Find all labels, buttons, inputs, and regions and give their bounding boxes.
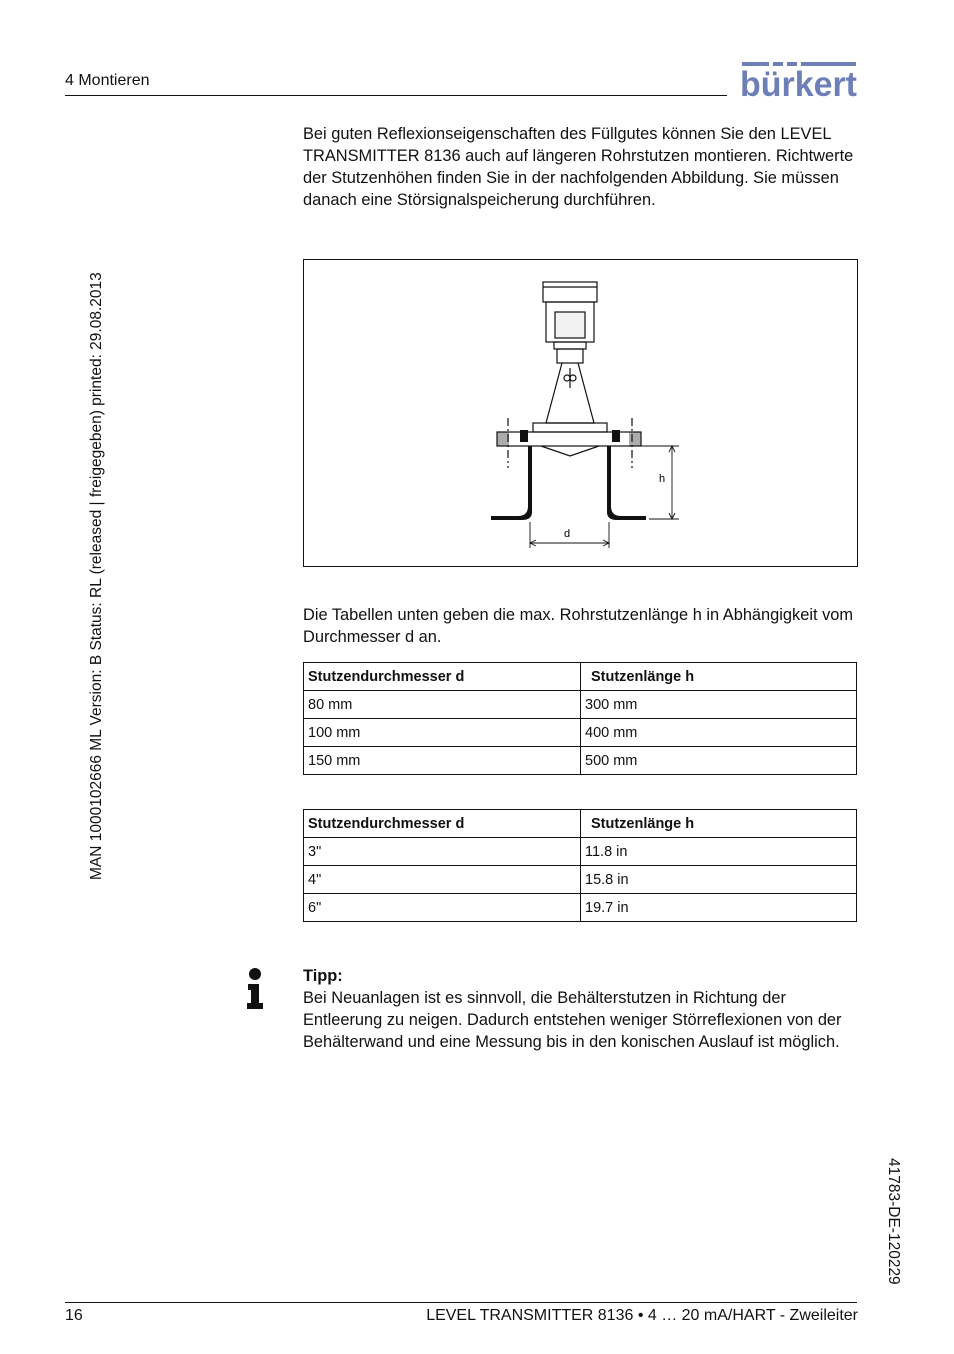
- footer-title: LEVEL TRANSMITTER 8136 • 4 … 20 mA/HART - Zweileiter: [426, 1307, 858, 1324]
- table-cell: 11.8 in: [581, 838, 857, 866]
- table-row: [304, 747, 857, 775]
- table-cell: 80 mm: [304, 691, 581, 719]
- info-icon: [245, 968, 265, 1010]
- table-row: [304, 691, 857, 719]
- table-cell: 150 mm: [304, 747, 581, 775]
- column-header: Stutzenlänge h: [581, 663, 857, 691]
- table-cell: 300 mm: [581, 691, 857, 719]
- table-cell: 400 mm: [581, 719, 857, 747]
- table-cell: 19.7 in: [581, 894, 857, 922]
- diameter-label: d: [564, 528, 571, 540]
- table-row: [304, 838, 857, 866]
- table-cell: 15.8 in: [581, 866, 857, 894]
- height-label: h: [659, 473, 666, 485]
- burkert-logo: [740, 61, 858, 101]
- column-header: Stutzendurchmesser d: [304, 810, 581, 838]
- footer-divider: [65, 1302, 857, 1303]
- column-header: Stutzendurchmesser d: [304, 663, 581, 691]
- tip-title: Tipp:: [303, 967, 343, 985]
- tables-intro-paragraph: Die Tabellen unten geben die max. Rohrstutzenlänge h in Abhängigkeit vom Durchmesser d an.: [303, 606, 854, 646]
- document-status-line: MAN 1000102666 ML Version: B Status: RL (released | freigegeben) printed: 29.08.2013: [88, 272, 105, 880]
- document-number: 41783-DE-120229: [885, 1158, 902, 1285]
- metric-dimension-table: [303, 662, 857, 775]
- imperial-dimension-table: [303, 809, 857, 922]
- table-row: [304, 894, 857, 922]
- header-divider: [65, 95, 727, 96]
- logo-text: bürkert: [740, 65, 858, 101]
- table-header-row: [304, 810, 857, 838]
- table-cell: 4": [304, 866, 581, 894]
- column-header: Stutzenlänge h: [581, 810, 857, 838]
- mounting-figure: [303, 259, 858, 567]
- table-cell: 500 mm: [581, 747, 857, 775]
- tip-text: Bei Neuanlagen ist es sinnvoll, die Behälterstutzen in Richtung der Entleerung zu neigen. Dadurch entstehen weniger Störreflexionen von der Behälterwand und eine Messung bis in den konischen Auslauf ist möglich.: [303, 989, 842, 1051]
- table-header-row: [304, 663, 857, 691]
- table-cell: 100 mm: [304, 719, 581, 747]
- socket-mounting-drawing: [304, 260, 857, 566]
- table-row: [304, 866, 857, 894]
- table-cell: 6": [304, 894, 581, 922]
- chapter-heading: 4 Montieren: [65, 72, 150, 89]
- intro-paragraph: Bei guten Reflexionseigenschaften des Füllgutes können Sie den LEVEL TRANSMITTER 8136 auch auf längeren Rohrstutzen montieren. Richtwerte der Stutzenhöhen finden Sie in der nachfolgenden Abbildung. Sie müssen danach eine Störsignalspeicherung durchführen.: [303, 125, 854, 209]
- table-row: [304, 719, 857, 747]
- table-cell: 3": [304, 838, 581, 866]
- page-number: 16: [65, 1307, 83, 1324]
